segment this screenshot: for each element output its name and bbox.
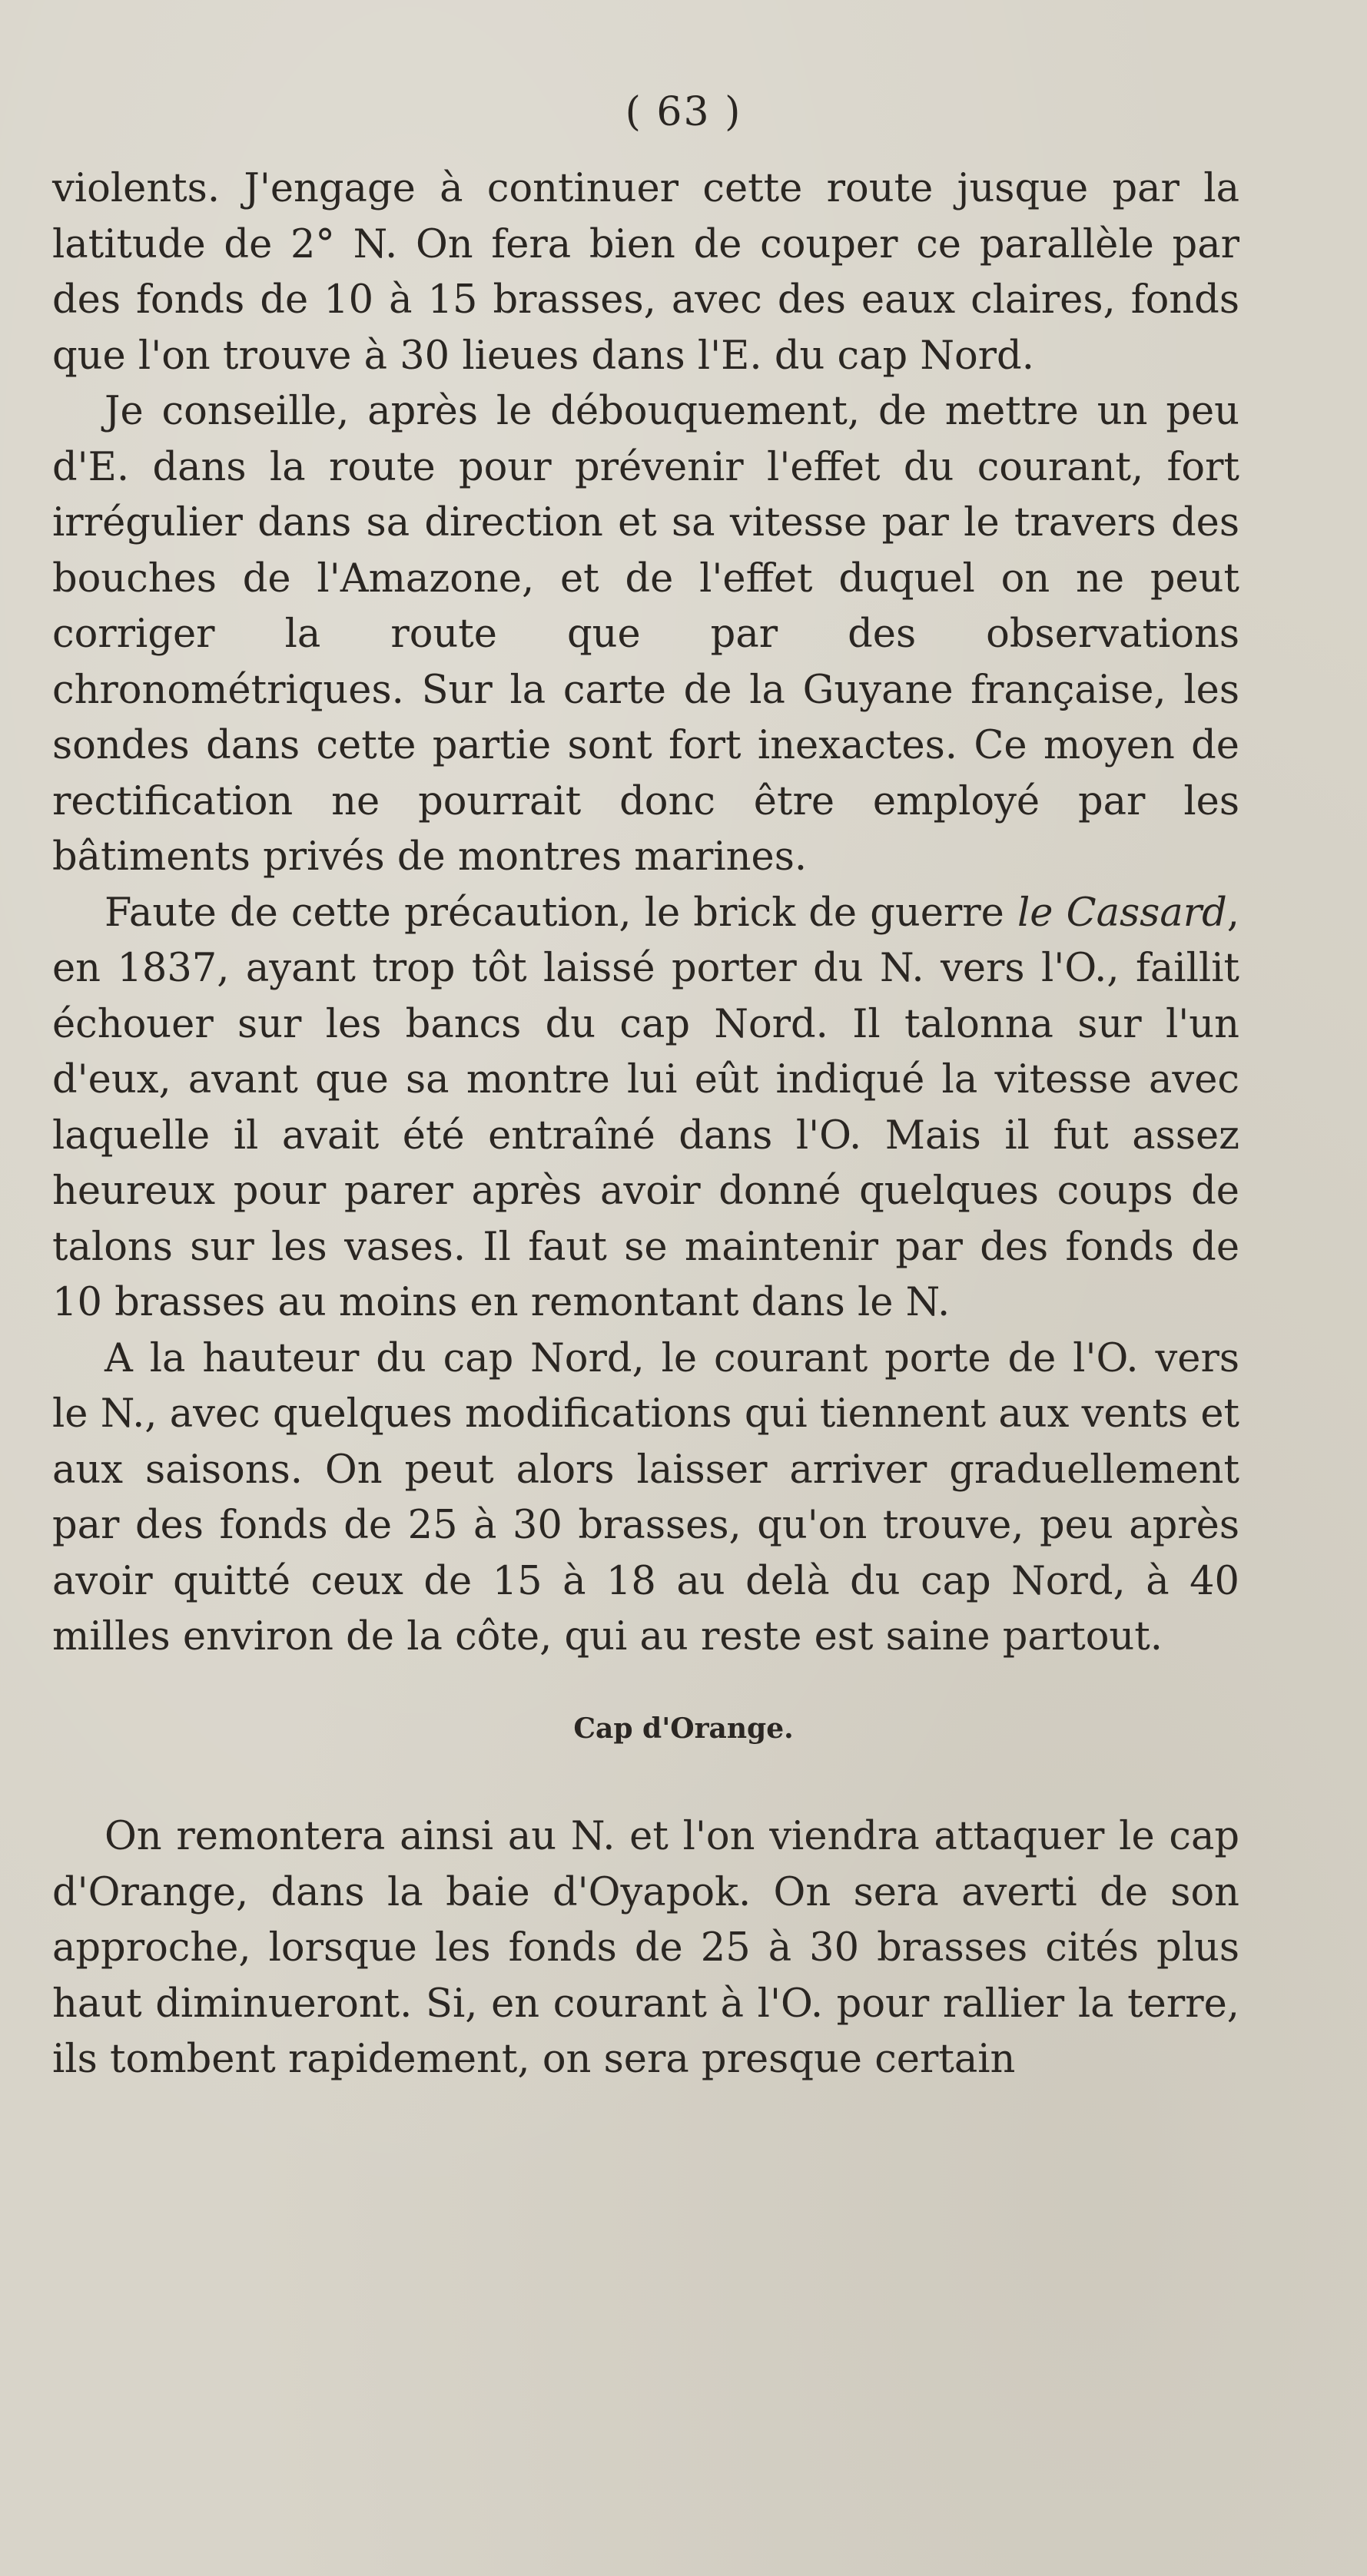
paragraph: A la hauteur du cap Nord, le courant porte de l'O. vers le N., avec quelques modifications qui tiennent aux vents et aux saisons. On peut alors laisser arriver graduellement par des fonds de 25 à 30 brasses, qu'on trouve, peu après avoir quitté ceux de 15 à 18 au delà du cap Nord, à 40 milles environ de la côte, qui au reste est saine partout. [52, 1335, 1239, 1659]
section-heading: Cap d'Orange. [573, 1712, 794, 1745]
paragraph: On remontera ainsi au N. et l'on viendra attaquer le cap d'Orange, dans la baie d'Oyapok. On sera averti de son approche, lorsque les fonds de 25 à 30 brasses cités plus haut diminueront. Si, en courant à l'O. pour rallier la terre, ils tombent rapidement, on sera presque certain [52, 1814, 1239, 2082]
paragraph: violents. J'engage à continuer cette route jusque par la latitude de 2° N. On fera bien de couper ce parallèle par des fonds de 10 à 15 brasses, avec des eaux claires, fonds que l'on trouve à 30 lieues dans l'E. du cap Nord. [52, 166, 1239, 379]
body-text-continued [52, 1809, 1239, 2088]
page-number: ( 63 ) [625, 89, 742, 135]
paragraph: Je conseille, après le débouquement, de mettre un peu d'E. dans la route pour prévenir l'effet du courant, fort irrégulier dans sa direction et sa vitesse par le travers des bouches de l'Amazone, et de l'effet duquel on ne peut corriger la route que par des observations chronométriques. Sur la carte de la Guyane française, les sondes dans cette partie sont fort inexactes. Ce moyen de rectification ne pourrait donc être employé par les bâtiments privés de montres marines. [52, 389, 1239, 880]
ship-name: le Cassard [1017, 890, 1227, 936]
body-text [52, 161, 1239, 1666]
paragraph: Faute de cette précaution, le brick de guerre le Cassard, en 1837, ayant trop tôt laissé porter du N. vers l'O., faillit échouer sur les bancs du cap Nord. Il talonna sur l'un d'eux, avant que sa montre lui eût indiqué la vitesse avec laquelle il avait été entraîné dans l'O. Mais il fut assez heureux pour parer après avoir donné quelques coups de talons sur les vases. Il faut se maintenir par des fonds de 10 brasses au moins en remontant dans le N. [52, 890, 1239, 1325]
